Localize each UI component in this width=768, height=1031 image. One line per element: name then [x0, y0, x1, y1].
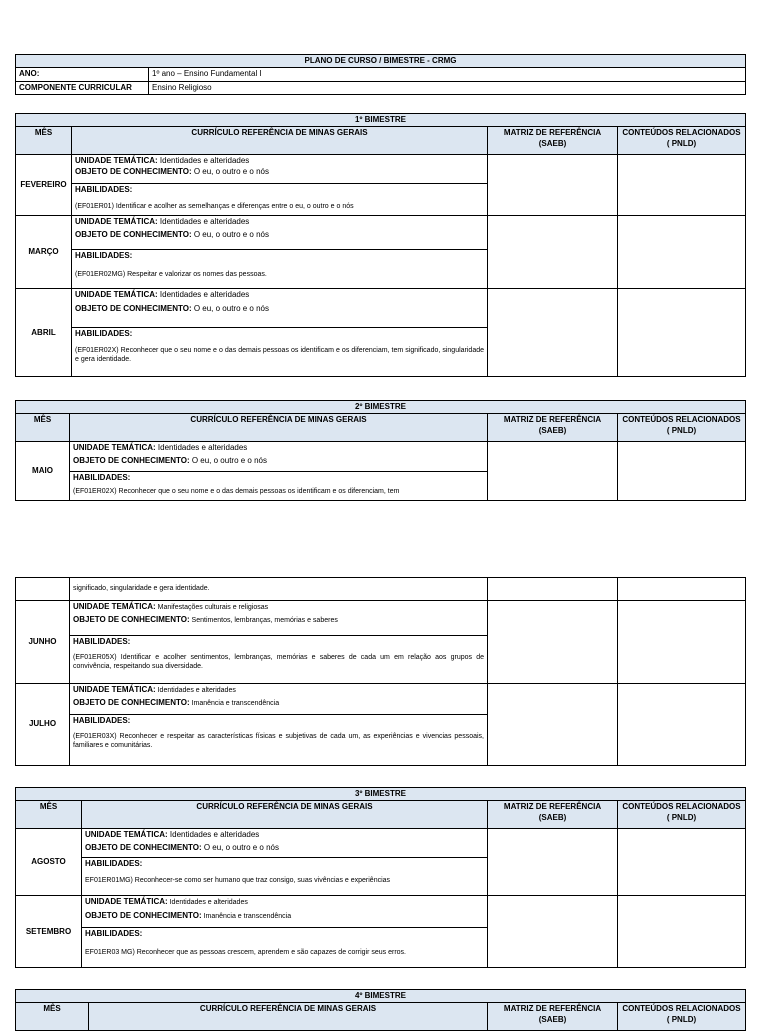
- habilidade-text: (EF01ER02X) Reconhecer que o seu nome e o das demais pessoas os identificam e os diferenciam, tem significado, singularidade e gera identidade.: [75, 346, 484, 363]
- unidade-value: Identidades e alteridades: [157, 217, 250, 227]
- col-matriz: MATRIZ DE REFERÊNCIA (SAEB): [488, 801, 618, 829]
- col-curriculo: CURRÍCULO REFERÊNCIA DE MINAS GERAIS: [82, 801, 488, 829]
- bimestre-4-title: 4º BIMESTRE: [16, 990, 746, 1003]
- unidade-value: Identidades e alteridades: [167, 899, 248, 907]
- bimestre-2-title: 2º BIMESTRE: [16, 401, 746, 414]
- bimestre-3-table: [15, 787, 746, 968]
- habilidade-text: EF01ER01MG) Reconhecer-se como ser humano que traz consigo, suas vivências e experiências: [85, 876, 391, 884]
- bimestre-2-continuation-table: [15, 577, 746, 766]
- header-table: [15, 54, 746, 95]
- table-row: [16, 155, 746, 216]
- componente-label: COMPONENTE CURRICULAR: [16, 81, 149, 94]
- bimestre-2-table: [15, 400, 746, 501]
- mes-cell: FEVEREIRO: [16, 155, 72, 216]
- table-row: [16, 216, 746, 289]
- habilidades-label: HABILIDADES:: [73, 716, 131, 725]
- col-conteudos: CONTEÚDOS RELACIONADOS ( PNLD): [618, 801, 746, 829]
- conteudos-cell: [618, 829, 746, 896]
- habilidades-label: HABILIDADES:: [85, 859, 143, 869]
- col-matriz: MATRIZ DE REFERÊNCIA (SAEB): [488, 127, 618, 155]
- col-matriz: MATRIZ DE REFERÊNCIA (SAEB): [488, 1003, 618, 1031]
- habilidade-text: (EF01ER05X) Identificar e acolher sentimentos, lembranças, memórias e saberes de cada um em relação aos grupos de convivência, respeitando sua diversidade.: [73, 654, 484, 671]
- matriz-cell: [488, 829, 618, 896]
- table-row: [16, 289, 746, 377]
- matriz-cell: [488, 289, 618, 377]
- ano-label: ANO:: [16, 68, 149, 81]
- matriz-cell: [488, 896, 618, 968]
- unidade-label: UNIDADE TEMÁTICA:: [75, 217, 158, 227]
- col-conteudos: CONTEÚDOS RELACIONADOS ( PNLD): [618, 1003, 746, 1031]
- bimestre-3-title: 3º BIMESTRE: [16, 788, 746, 801]
- objeto-label: OBJETO DE CONHECIMENTO:: [75, 166, 192, 176]
- objeto-value: O eu, o outro e o nós: [201, 842, 279, 852]
- table-row: [16, 896, 746, 968]
- matriz-cell: [488, 442, 618, 501]
- mes-cell: MAIO: [16, 442, 70, 501]
- col-mes: MÊS: [16, 414, 70, 442]
- table-row: [16, 442, 746, 501]
- col-matriz: MATRIZ DE REFERÊNCIA (SAEB): [488, 414, 618, 442]
- habilidade-text: (EF01ER02MG) Respeitar e valorizar os nomes das pessoas.: [75, 270, 267, 278]
- mes-cell: AGOSTO: [16, 829, 82, 896]
- unidade-label: UNIDADE TEMÁTICA:: [75, 290, 158, 300]
- objeto-value: O eu, o outro e o nós: [191, 166, 269, 176]
- unidade-label: UNIDADE TEMÁTICA:: [73, 685, 156, 694]
- bimestre-4-table: [15, 989, 746, 1031]
- matriz-cell: [488, 216, 618, 289]
- mes-cell: JUNHO: [16, 601, 70, 684]
- habilidades-label: HABILIDADES:: [75, 251, 133, 261]
- col-conteudos: CONTEÚDOS RELACIONADOS ( PNLD): [618, 414, 746, 442]
- objeto-label: OBJETO DE CONHECIMENTO:: [73, 455, 190, 465]
- habilidades-label: HABILIDADES:: [75, 185, 133, 195]
- conteudos-cell: [618, 684, 746, 766]
- col-conteudos: CONTEÚDOS RELACIONADOS ( PNLD): [618, 127, 746, 155]
- objeto-value: O eu, o outro e o nós: [191, 229, 269, 239]
- unidade-label: UNIDADE TEMÁTICA:: [75, 156, 158, 166]
- unidade-value: Identidades e alteridades: [157, 290, 250, 300]
- unidade-value: Identidades e alteridades: [155, 687, 236, 694]
- habilidade-text: EF01ER03 MG) Reconhecer que as pessoas crescem, aprendem e são capazes de corrigir seus erros.: [85, 948, 406, 956]
- objeto-label: OBJETO DE CONHECIMENTO:: [85, 842, 202, 852]
- col-curriculo: CURRÍCULO REFERÊNCIA DE MINAS GERAIS: [70, 414, 488, 442]
- unidade-value: Identidades e alteridades: [155, 443, 248, 453]
- mes-cell: ABRIL: [16, 289, 72, 377]
- col-curriculo: CURRÍCULO REFERÊNCIA DE MINAS GERAIS: [72, 127, 488, 155]
- mes-cell: SETEMBRO: [16, 896, 82, 968]
- objeto-value: O eu, o outro e o nós: [191, 303, 269, 313]
- objeto-value: Imanência e transcendência: [189, 700, 280, 708]
- unidade-value: Identidades e alteridades: [167, 830, 260, 840]
- objeto-label: OBJETO DE CONHECIMENTO:: [73, 698, 190, 708]
- col-mes: MÊS: [16, 801, 82, 829]
- matriz-cell: [488, 601, 618, 684]
- unidade-value: Manifestações culturais e religiosas: [155, 604, 269, 611]
- habilidade-text: (EF01ER03X) Reconhecer e respeitar as características físicas e subjetivas de cada um, as experiências e vivencias pessoais, familiares e comunitárias.: [73, 733, 484, 750]
- objeto-value: Imanência e transcendência: [201, 912, 292, 920]
- unidade-label: UNIDADE TEMÁTICA:: [73, 602, 156, 611]
- bimestre-1-table: [15, 113, 746, 377]
- bimestre-1-title: 1º BIMESTRE: [16, 114, 746, 127]
- habilidades-label: HABILIDADES:: [73, 637, 131, 646]
- componente-value: Ensino Religioso: [149, 81, 746, 94]
- mes-cell: MARÇO: [16, 216, 72, 289]
- plan-title: PLANO DE CURSO / BIMESTRE - CRMG: [16, 55, 746, 68]
- col-mes: MÊS: [16, 127, 72, 155]
- habilidades-label: HABILIDADES:: [85, 929, 143, 939]
- table-row: [16, 829, 746, 896]
- objeto-label: OBJETO DE CONHECIMENTO:: [73, 615, 190, 625]
- unidade-label: UNIDADE TEMÁTICA:: [85, 897, 168, 907]
- unidade-label: UNIDADE TEMÁTICA:: [73, 443, 156, 453]
- unidade-value: Identidades e alteridades: [157, 156, 250, 166]
- conteudos-cell: [618, 155, 746, 216]
- ano-value: 1º ano – Ensino Fundamental I: [149, 68, 746, 81]
- objeto-value: O eu, o outro e o nós: [189, 455, 267, 465]
- col-mes: MÊS: [16, 1003, 89, 1031]
- matriz-cell: [488, 684, 618, 766]
- table-row: [16, 684, 746, 766]
- col-curriculo: CURRÍCULO REFERÊNCIA DE MINAS GERAIS: [89, 1003, 488, 1031]
- objeto-label: OBJETO DE CONHECIMENTO:: [75, 303, 192, 313]
- matriz-cell: [488, 155, 618, 216]
- objeto-label: OBJETO DE CONHECIMENTO:: [85, 910, 202, 920]
- conteudos-cell: [618, 896, 746, 968]
- unidade-label: UNIDADE TEMÁTICA:: [85, 830, 168, 840]
- table-row: [16, 601, 746, 684]
- continuation-text: significado, singularidade e gera identidade.: [70, 578, 488, 601]
- habilidades-label: HABILIDADES:: [75, 329, 133, 339]
- objeto-label: OBJETO DE CONHECIMENTO:: [75, 229, 192, 239]
- habilidade-text: (EF01ER01) Identificar e acolher as semelhanças e diferenças entre o eu, o outro e o nós: [75, 202, 354, 210]
- habilidades-label: HABILIDADES:: [73, 473, 131, 483]
- conteudos-cell: [618, 289, 746, 377]
- conteudos-cell: [618, 216, 746, 289]
- table-row: [16, 578, 746, 601]
- habilidade-text: (EF01ER02X) Reconhecer que o seu nome e o das demais pessoas os identificam e os diferenciam, tem: [73, 487, 400, 495]
- conteudos-cell: [618, 601, 746, 684]
- conteudos-cell: [618, 442, 746, 501]
- objeto-value: Sentimentos, lembranças, memórias e saberes: [189, 617, 338, 625]
- mes-cell: JULHO: [16, 684, 70, 766]
